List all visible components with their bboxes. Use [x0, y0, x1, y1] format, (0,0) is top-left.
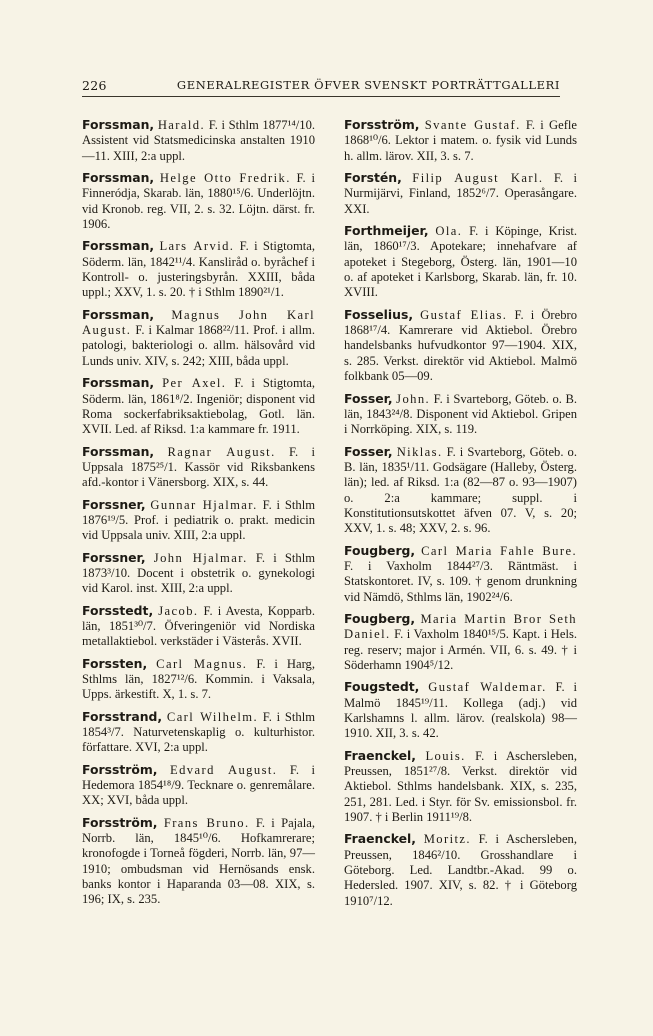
entry-surname: Fraenckel, — [344, 747, 416, 763]
register-entry — [344, 117, 577, 164]
entry-surname: Forssner, — [82, 496, 146, 512]
entry-given-names: Magnus John Karl August. — [82, 307, 315, 338]
entry-surname: Forssman, — [82, 306, 155, 322]
entry-surname: Fosser, — [344, 390, 393, 406]
entry-text: F. i Stigtomta, Söderm. län, 1861⁸/2. Ingeniör; disponent vid Roma sockerfabriksaktiebolag, Gotl. län. XVII. Led. af Riksd. 1:a kammare fr. 1911. — [82, 376, 315, 437]
entry-given-names: John. — [396, 391, 431, 406]
entry-text: F. i Pajala, Norrb. län, 1845¹⁰/6. Hofkamrerare; kronofogde i Torneå fögderi, Norrb. län, 97—1910; ombudsman vid Hernösands ensk. banks kontor i Haparanda 03—08. XIX, s. 196; IX, s. 235. — [82, 815, 316, 907]
register-entry — [82, 497, 315, 544]
register-entry — [344, 307, 577, 385]
entry-surname: Forssten, — [82, 655, 148, 671]
entry-given-names: Helge Otto Fredrik. — [159, 171, 291, 186]
register-entry — [344, 391, 577, 438]
register-entry — [344, 831, 577, 909]
entry-given-names: Gustaf Waldemar. — [428, 680, 547, 695]
entry-surname: Fosser, — [344, 443, 393, 459]
register-entry — [82, 815, 315, 908]
register-entry — [82, 709, 315, 756]
entry-given-names: Maria Martin Bror Seth Daniel. — [344, 611, 577, 642]
right-column — [344, 117, 577, 915]
register-entry — [82, 375, 315, 437]
register-entry — [344, 170, 577, 217]
register-entry — [82, 307, 315, 369]
entry-surname: Forsström, — [82, 761, 158, 777]
entry-surname: Forsstrand, — [82, 708, 163, 724]
entry-text: F. i Hedemora 1854¹⁸/9. Tecknare o. genremålare. XX; XVI, båda uppl. — [82, 762, 315, 808]
running-title: GENERALREGISTER ÖFVER SVENSKT PORTRÄTTGALLERI — [176, 78, 560, 92]
entry-text: F. i Harg, Sthlms län, 1827¹²/6. Kommin. i Vaksala, Upps. ärkestift. X, 1. s. 7. — [82, 656, 315, 702]
entry-surname: Fraenckel, — [344, 831, 416, 847]
entry-given-names: Filip August Karl. — [412, 171, 544, 186]
entry-text: F. i Sthlm 1876¹⁹/5. Prof. i pediatrik o. prakt. medicin vid Uppsala univ. XIII, 2:a uppl. — [82, 497, 315, 543]
entry-text: F. i Malmö 1845¹⁹/11. Kollega (adj.) vid Karlshamns l. allm. lärov. (realskola) 98—1910. XII, 3. s. 42. — [344, 680, 578, 741]
entry-surname: Fougberg, — [344, 542, 416, 558]
register-entry — [82, 444, 315, 491]
entry-given-names: Ola. — [435, 224, 463, 239]
entry-text: F. i Vaxholm 1840¹⁵/5. Kapt. i Hels. reg. reserv; major i Armén. VII, 6. s. 49. † i Söderhamn 1904⁵/12. — [344, 627, 577, 672]
entry-surname: Forssman, — [82, 238, 155, 254]
entry-text: F. i Sthlm 1873³/10. Docent i obstetrik o. gynekologi vid Karol. inst. XIII, 2:a uppl. — [82, 550, 315, 596]
entry-given-names: Louis. — [425, 748, 466, 763]
entry-text: F. i Sthlm 1854³/7. Naturvetenskaplig o. kulturhistor. författare. XVI, 2:a uppl. — [82, 709, 315, 755]
register-entry — [344, 223, 577, 301]
entry-surname: Forssman, — [82, 117, 155, 132]
register-entry — [82, 170, 315, 232]
entry-surname: Fougstedt, — [344, 679, 420, 695]
entry-surname: Forsström, — [82, 814, 158, 830]
entry-text: F. i Köpinge, Krist. län, 1860¹⁷/3. Apotekare; innehafvare af apoteket i Stegeborg, Österg. län, 1901—10 o. af apoteket i Karlsborg, Skarab. län, fr. 10. XVIII. — [344, 224, 578, 300]
entry-text: F. i Nurmijärvi, Finland, 1852⁶/7. Operasångare. XXI. — [344, 171, 578, 216]
register-entry — [344, 679, 577, 741]
entry-surname: Forsstedt, — [82, 602, 154, 618]
entry-given-names: Gunnar Hjalmar. — [150, 497, 258, 512]
entry-text: F. i Svarteborg, Göteb. o. B. län, 1835¹/11. Godsägare (Halleby, Österg. län); led. af Riksd. 1:a (82—87 o. 93—1907) o. 2:a kammare; suppl. i Konstitutionsutskottet äfven 07. V, s. 20; XXV, 1. s. 48; XXV, 2. s. 96. — [344, 444, 577, 536]
entry-given-names: Carl Wilhelm. — [166, 709, 259, 724]
entry-text: F. i Finneródja, Skarab. län, 1880¹⁵/6. Underlöjtn. vid Kronob. reg. VII, 2. s. 32. Löjtn. därst. fr. 1906. — [82, 171, 315, 232]
entry-given-names: Per Axel. — [162, 376, 227, 391]
page-header — [82, 78, 560, 97]
entry-surname: Forssman, — [82, 443, 155, 459]
entry-surname: Forstén, — [344, 170, 402, 186]
entry-surname: Fosselius, — [344, 306, 414, 322]
entry-text: F. i Gefle 1868¹⁰/6. Lektor i matem. o. fysik vid Lunds h. allm. lärov. XII, 3. s. 7. — [344, 118, 578, 163]
entry-text: F. i Avesta, Kopparb. län, 1851³⁰/7. Öfveringeniör vid Nordiska metallaktiebol. verkstäder i Västerås. XVII. — [82, 603, 315, 649]
entry-text: F. i Vaxholm 1844²⁷/3. Räntmäst. i Statskontoret. IV, s. 109. † genom drunkning vid Nämdö, Sthlms län, 1902²⁴/6. — [344, 558, 577, 604]
left-column — [82, 117, 315, 914]
entry-text: F. i Aschersleben, Preussen, 1846²/10. Grosshandlare i Göteborg. Led. Landtbr.-Akad. 99 o. Hedersled. 1907. XIV, s. 82. † i Göteborg 1910⁷/12. — [344, 832, 578, 908]
entry-text: F. i Svarteborg, Göteb. o. B. län, 1843²⁴/8. Disponent vid Aktiebol. Gripen i Norrköping. XIX, s. 119. — [344, 391, 577, 437]
register-entry — [82, 656, 315, 703]
entry-surname: Forssman, — [82, 170, 155, 186]
entry-text: F. i Stigtomta, Söderm. län, 1842¹¹/4. Kansliråd o. byråchef i Kontroll- o. justeringsbyrån. XXIII, båda uppl.; XXV, 1. s. 20. † i Sthlm 1890²¹/1. — [82, 239, 315, 300]
entry-text: F. i Sthlm 1877¹⁴/10. Assistent vid Statsmedicinska anstalten 1910—11. XIII, 2:a uppl. — [82, 118, 316, 163]
register-entry — [82, 762, 315, 809]
entry-given-names: Ragnar August. — [167, 444, 276, 459]
entry-text: F. i Örebro 1868¹⁷/4. Kamrerare vid Aktiebol. Örebro handelsbanks hufvudkontor 97—1904. XIX, s. 285. Verkst. direktör vid Aktiebol. Malmö folkbank 05—09. — [344, 307, 577, 384]
entry-given-names: Carl Maria Fahle Bure. — [421, 543, 578, 558]
entry-given-names: Jacob. — [158, 603, 199, 618]
entry-text: F. i Aschersleben, Preussen, 1851²⁷/8. Verkst. direktör vid Aktiebol. Sthlms handelsbank. XIX, s. 235, 251, 281. Led. i Styr. för Sv. emissionsbol. fr. 1907. † i Berlin 1911¹⁹/8. — [344, 748, 577, 825]
entry-surname: Fougberg, — [344, 610, 416, 626]
entry-given-names: Svante Gustaf. — [424, 118, 521, 132]
entry-surname: Forssman, — [82, 375, 155, 391]
entry-given-names: Lars Arvid. — [159, 239, 235, 254]
entry-surname: Forssner, — [82, 549, 146, 565]
register-entry — [82, 117, 315, 164]
entry-given-names: Harald. — [157, 118, 206, 132]
entry-given-names: Edvard August. — [170, 762, 278, 777]
register-entry — [344, 444, 577, 537]
entry-given-names: Moritz. — [423, 832, 471, 847]
register-entry — [344, 543, 577, 605]
register-entry — [82, 550, 315, 597]
entry-text: F. i Uppsala 1875²⁵/1. Kassör vid Riksbankens afd.-kontor i Vänersborg. XIX, s. 44. — [82, 444, 315, 490]
page-number: 226 — [82, 78, 107, 93]
register-entry — [344, 611, 577, 673]
register-entry — [344, 748, 577, 826]
entry-given-names: Niklas. — [396, 444, 443, 459]
entry-text: F. i Kalmar 1868²²/11. Prof. i allm. patologi, bakteriologi o. allm. hälsovård vid Lunds univ. XIV, s. 242; XIII, båda uppl. — [82, 323, 315, 368]
register-entry — [82, 603, 315, 650]
entry-given-names: John Hjalmar. — [153, 550, 248, 565]
entry-given-names: Gustaf Elias. — [420, 307, 508, 322]
register-entry — [82, 238, 315, 300]
entry-surname: Forsström, — [344, 117, 420, 132]
entry-given-names: Carl Magnus. — [156, 656, 248, 671]
entry-given-names: Frans Bruno. — [163, 815, 250, 830]
entry-surname: Forthmeijer, — [344, 223, 429, 239]
